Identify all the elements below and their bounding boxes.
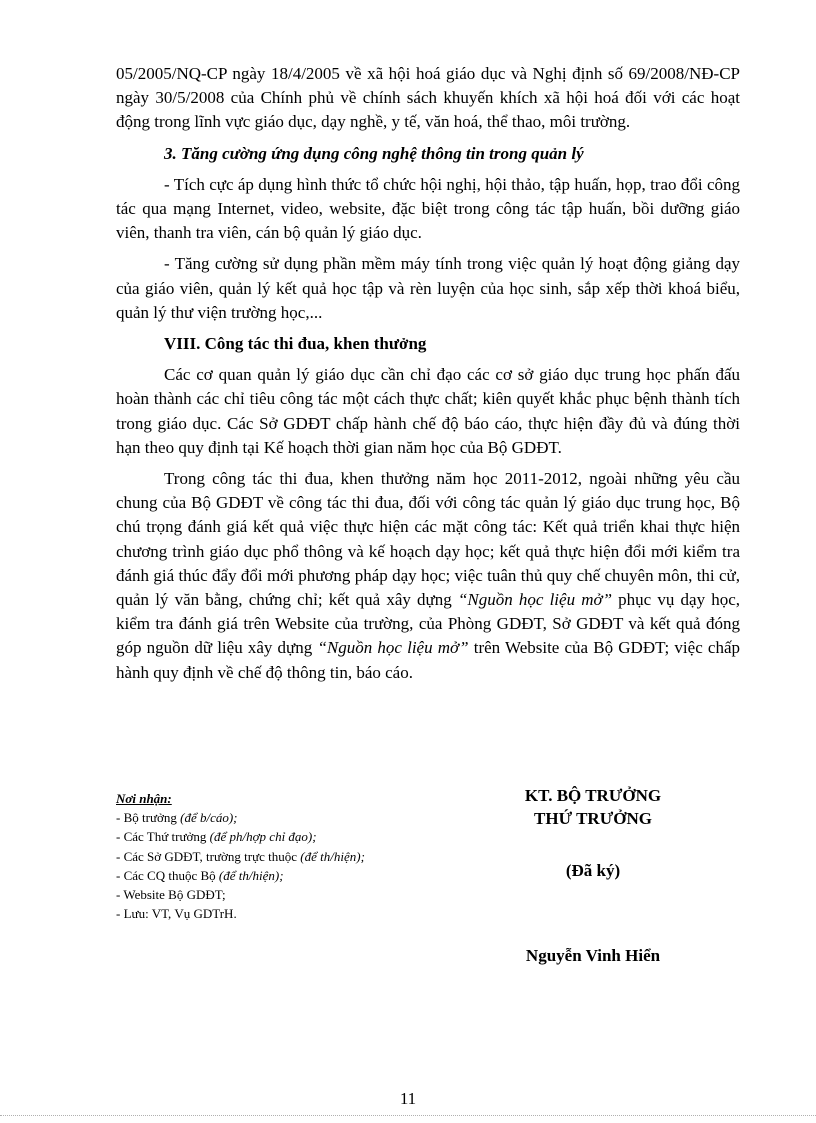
recipient-name: - Các CQ thuộc Bộ xyxy=(116,867,216,883)
recipient-row xyxy=(116,808,446,827)
section-8-paragraph-1: Các cơ quan quản lý giáo dục cần chỉ đạo các cơ sở giáo dục trung học phấn đấu hoàn thành các chỉ tiêu công tác một cách thực chất; kiên quyết khắc phục bệnh thành tích trong giáo dục. Các Sở GDĐT chấp hành chế độ báo cáo, thực hiện đầy đủ và đúng thời hạn theo quy định tại Kế hoạch thời gian năm học của Bộ GDĐT. xyxy=(116,365,740,457)
recipients-block xyxy=(116,789,446,923)
footer-divider xyxy=(0,1115,816,1116)
paragraph-continuation: 05/2005/NQ-CP ngày 18/4/2005 về xã hội hoá giáo dục và Nghị định số 69/2008/NĐ-CP ngày 30/5/2008 của Chính phủ về chính sách khuyến khích xã hội hoá đối với các hoạt động trong lĩnh vực giáo dục, dạy nghề, y tế, văn hoá, thể thao, môi trường. xyxy=(116,64,740,132)
paragraph-2-text-c: trên Website của Bộ GDĐT; việc chấp hành quy định về chế độ thông tin, báo cáo. xyxy=(116,638,740,682)
recipient-note: (để th/hiện); xyxy=(300,848,365,864)
open-resources-term: “Nguồn học liệu mở” xyxy=(457,590,613,610)
recipient-row xyxy=(116,827,446,846)
recipient-note: (để ph/hợp chỉ đạo); xyxy=(209,829,317,845)
section-8-heading: VIII. Công tác thi đua, khen thưởng xyxy=(164,334,427,354)
signatory-name: Nguyễn Vinh Hiển xyxy=(525,946,661,965)
recipient-row xyxy=(116,885,446,904)
recipient-name: - Lưu: VT, Vụ GDTrH. xyxy=(116,906,237,922)
page-number: 11 xyxy=(399,1089,417,1108)
recipient-name: - Website Bộ GDĐT; xyxy=(116,887,226,903)
recipient-name: - Các Thứ trưởng xyxy=(116,829,207,845)
recipient-name: - Bộ trưởng xyxy=(116,810,177,826)
recipient-note: (để th/hiện); xyxy=(218,867,284,883)
signature-title: KT. BỘ TRƯỞNG xyxy=(524,786,662,805)
section-8-paragraph-2 xyxy=(116,467,740,685)
section-3-item-2: - Tăng cường sử dụng phần mềm máy tính trong việc quản lý hoạt động giảng dạy của giáo viên, quản lý kết quả học tập và rèn luyện của học sinh, sắp xếp thời khoá biểu, quản lý thư viện trường học,... xyxy=(116,254,740,322)
body-text xyxy=(116,62,740,692)
signature-subtitle: THỨ TRƯỞNG xyxy=(534,809,652,828)
recipient-name: - Các Sở GDĐT, trường trực thuộc xyxy=(116,848,298,864)
recipient-row xyxy=(116,847,446,866)
section-3-heading: 3. Tăng cường ứng dụng công nghệ thông tin trong quản lý xyxy=(164,143,584,163)
recipient-row xyxy=(116,866,446,885)
signature-block xyxy=(478,784,708,967)
paragraph-2-text-a: Trong công tác thi đua, khen thưởng năm học 2011-2012, ngoài những yêu cầu chung của Bộ GDĐT về công tác thi đua, đối với công tác quản lý giáo dục trung học, Bộ chú trọng đánh giá kết quả việc thực hiện các mặt công tác: Kết quả triển khai thực hiện chương trình giáo dục phổ thông và kế hoạch dạy học; kết quả thực hiện đổi mới kiểm tra đánh giá thúc đẩy đổi mới phương pháp dạy học; việc tuân thủ quy chế chuyên môn, thi cử, quản lý văn bằng, chứng chỉ; kết quả xây dựng xyxy=(116,469,740,610)
recipient-note: (để b/cáo); xyxy=(180,810,238,826)
paragraph-2-text-b: phục vụ dạy học, kiểm tra đánh giá trên Website của trường, của Phòng GDĐT, Sở GDĐT và kết quả đóng góp nguồn dữ liệu xây dựng xyxy=(116,590,741,658)
open-resources-term: “Nguồn học liệu mở” xyxy=(317,638,469,658)
recipient-row xyxy=(116,904,446,923)
signed-note: (Đã ký) xyxy=(565,861,621,880)
section-3-item-1: - Tích cực áp dụng hình thức tổ chức hội nghị, hội thảo, tập huấn, họp, trao đổi công tác qua mạng Internet, video, website, đặc biệt trong công tác tập huấn, bồi dưỡng giáo viên, thanh tra viên, cán bộ quản lý giáo dục. xyxy=(116,174,740,243)
recipients-heading: Nơi nhận: xyxy=(116,791,172,806)
